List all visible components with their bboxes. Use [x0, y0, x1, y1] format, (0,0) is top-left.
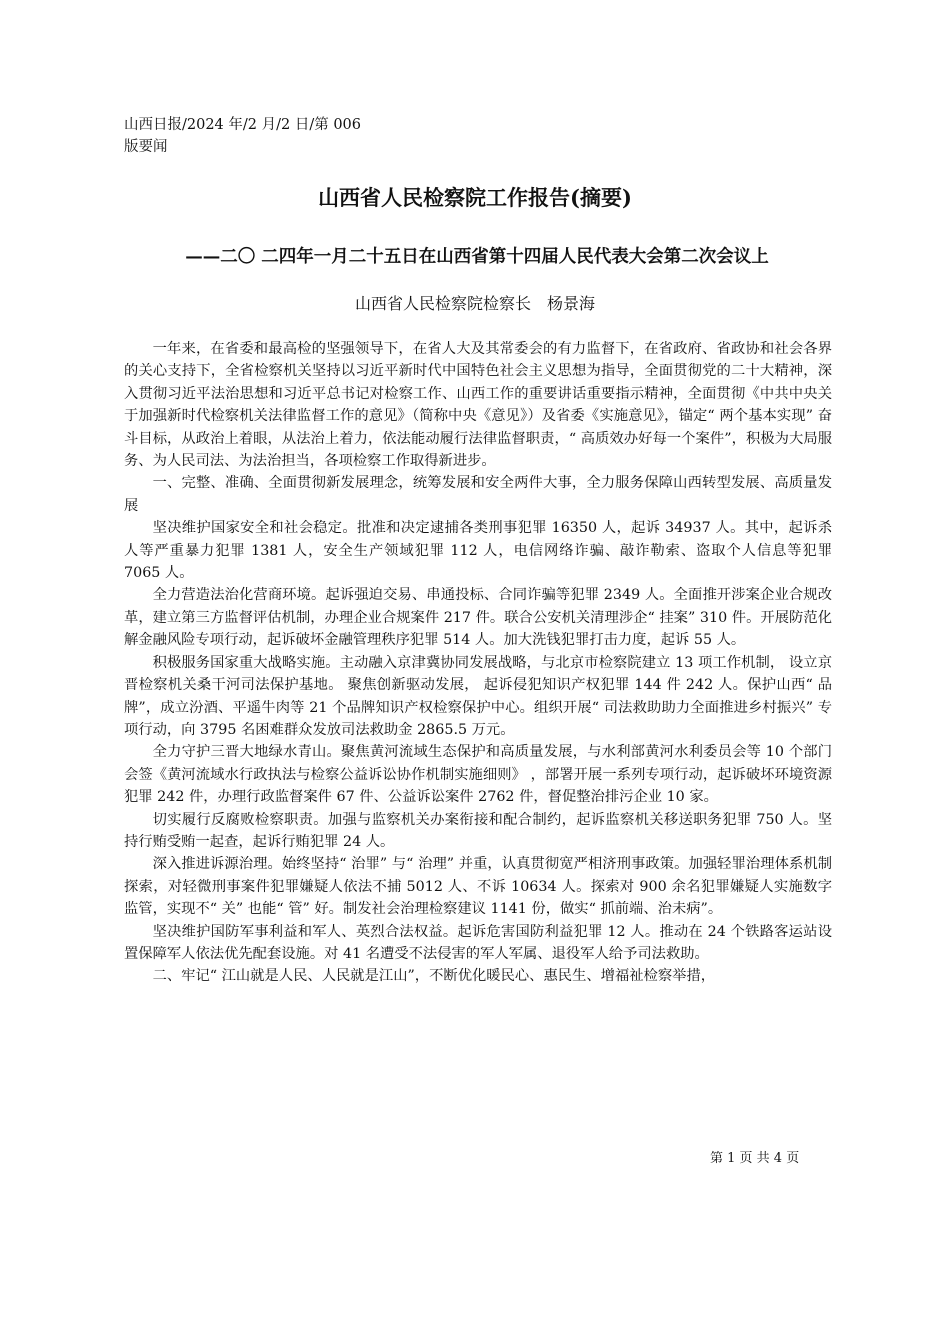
report-author: 山西省人民检察院检察长 杨景海	[354, 294, 595, 313]
section-name: 版要闻	[124, 139, 168, 155]
source-info	[124, 114, 361, 158]
paragraph: 全力营造法治化营商环境。起诉强迫交易、串通投标、合同诈骗等犯罪 2349 人。全面推开涉案企业合规改革，建立第三方监督评估机制，办理企业合规案件 217 件。联合公安机关清理涉企“ 挂案” 310 件。开展防范化解金融风险专项行动，起诉破坏金融管理秩序犯罪 514 人。加大洗钱犯罪打击力度，起诉 55 人。	[124, 587, 832, 649]
paragraph: 坚决维护国防军事利益和军人、英烈合法权益。起诉危害国防利益犯罪 12 人。推动在 24 个铁路客运站设置保障军人依法优先配套设施。对 41 名遭受不法侵害的军人军属、退役军人给予司法救助。	[124, 923, 832, 962]
section-heading-1: 一、完整、准确、全面贯彻新发展理念，统筹发展和安全两件大事，全力服务保障山西转型发展、高质量发展	[124, 475, 832, 514]
source-line: 山西日报/2024 年/2 月/2 日/第 006	[124, 117, 362, 133]
page-number: 第 1 页 共 4 页	[710, 1151, 800, 1166]
paragraph: 全力守护三晋大地绿水青山。聚焦黄河流域生态保护和高质量发展，与水利部黄河水利委员会等 10 个部门会签《黄河流域水行政执法与检察公益诉讼协作机制实施细则》 ，部署开展一系列专项行动，起诉破坏环境资源犯罪 242 件，办理行政监督案件 67 件、公益诉讼案件 2762 件，督促整治排污企业 10 家。	[124, 744, 832, 806]
paragraph: 切实履行反腐败检察职责。加强与监察机关办案衔接和配合制约，起诉监察机关移送职务犯罪 750 人。坚持行贿受贿一起查，起诉行贿犯罪 24 人。	[124, 811, 832, 850]
report-title: 山西省人民检察院工作报告(摘要)	[318, 185, 632, 210]
paragraph-intro: 一年来，在省委和最高检的坚强领导下，在省人大及其常委会的有力监督下，在省政府、省政协和社会各界的关心支持下，全省检察机关坚持以习近平新时代中国特色社会主义思想为指导，全面贯彻党的二十大精神，深入贯彻习近平法治思想和习近平总书记对检察工作、山西工作的重要讲话重要指示精神，全面贯彻《中共中央关于加强新时代检察机关法律监督工作的意见》（简称中央《意见》）及省委《实施意见》，锚定“ 两个基本实现” 奋斗目标，从政治上着眼，从法治上着力，依法能动履行法律监督职责，“ 高质效办好每一个案件”，积极为大局服务、为人民司法、为法治担当，各项检察工作取得新进步。	[124, 341, 832, 470]
section-heading-2: 二、牢记“ 江山就是人民、人民就是江山”，不断优化暖民心、惠民生、增福祉检察举措，	[152, 968, 716, 985]
paragraph: 积极服务国家重大战略实施。主动融入京津冀协同发展战略，与北京市检察院建立 13 项工作机制， 设立京晋检察机关桑干河司法保护基地。 聚焦创新驱动发展， 起诉侵犯知识产权犯罪 144 件 242 人。保护山西“ 品牌”，成立汾酒、平遥牛肉等 21 个品牌知识产权检察保护中心。组织开展“ 司法救助助力全面推进乡村振兴” 专项行动，向 3795 名困难群众发放司法救助金 2865.5 万元。	[124, 654, 832, 738]
paragraph: 深入推进诉源治理。始终坚持“ 治罪” 与“ 治理” 并重，认真贯彻宽严相济刑事政策。加强轻罪治理体系机制探索，对轻微刑事案件犯罪嫌疑人依法不捕 5012 人、不诉 10634 人。探索对 900 余名犯罪嫌疑人实施数字监管，实现不“ 关” 也能“ 管” 好。制发社会治理检察建议 1141 份，做实“ 抓前端、治未病”。	[124, 856, 832, 918]
paragraph: 坚决维护国家安全和社会稳定。批准和决定逮捕各类刑事犯罪 16350 人，起诉 34937 人。其中，起诉杀人等严重暴力犯罪 1381 人，安全生产领域犯罪 112 人，电信网络诈骗、敲诈勒索、盗取个人信息等犯罪 7065 人。	[124, 520, 832, 582]
report-body	[124, 338, 832, 988]
report-subtitle: ——二〇 二四年一月二十五日在山西省第十四届人民代表大会第二次会议上	[185, 247, 769, 267]
